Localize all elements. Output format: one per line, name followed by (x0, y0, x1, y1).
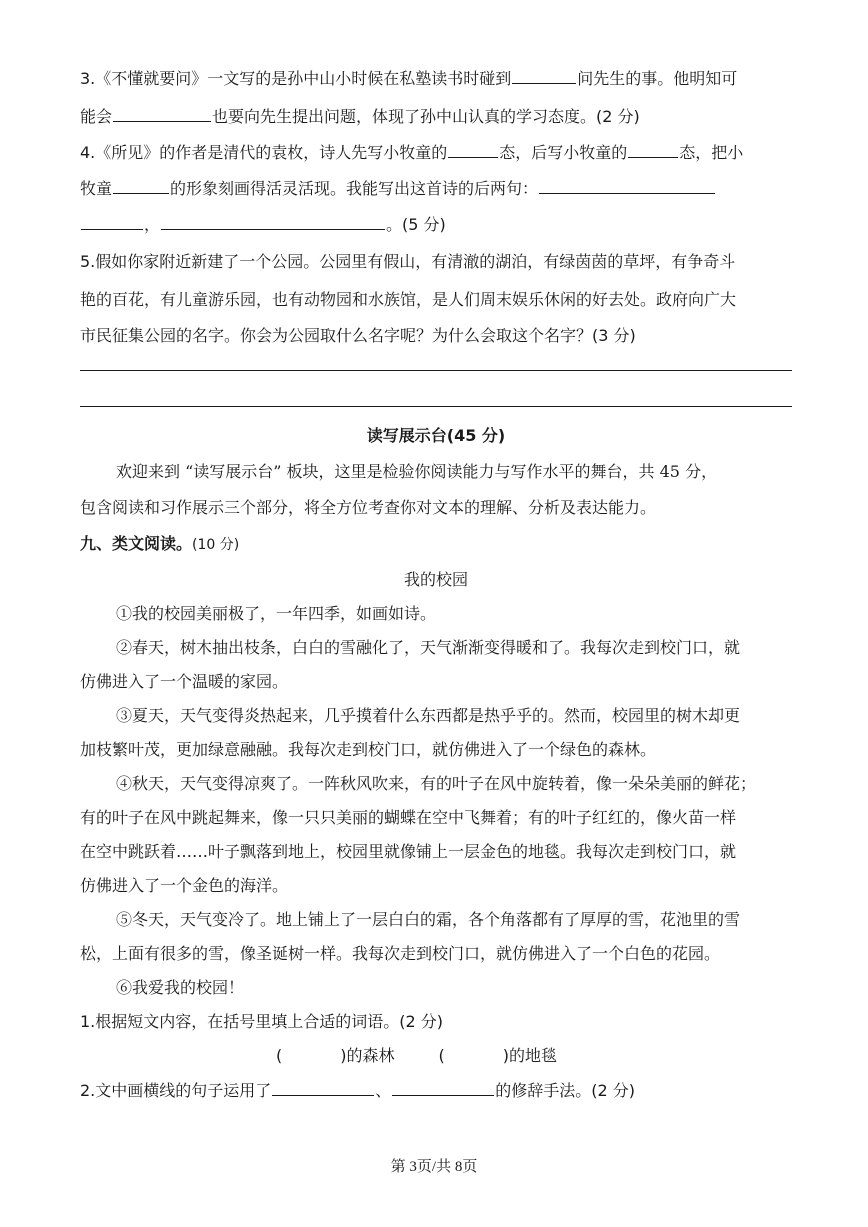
section-intro-line-1: 欢迎来到 “读写展示台” 板块，这里是检验你阅读能力与写作水平的舞台，共 45 分， (116, 462, 718, 481)
q3-text-d: 也要向先生提出问题，体现了孙中山认真的学习态度。(2 分) (212, 107, 640, 126)
q4-text-c: 态，把小 (679, 143, 744, 162)
part9-heading-line (80, 534, 792, 555)
q3-text-c: 能会 (80, 107, 113, 126)
q4-text-e: 的形象刻画得活灵活现。我能写出这首诗的后两句： (170, 179, 539, 198)
q4-blank-6[interactable] (161, 214, 385, 230)
sub1-text: 1.根据短文内容，在括号里填上合适的词语。(2 分) (80, 1012, 444, 1031)
q5-line-2: 艳的百花，有儿童游乐园，也有动物园和水族馆，是人们周末娱乐休闲的好去处。政府向广大 (80, 290, 737, 309)
passage-p5-l1: ⑤冬天，天气变冷了。地上铺上了一层白白的霜，各个角落都有了厚厚的雪，花池里的雪 (116, 910, 741, 929)
passage-p5-l2: 松，上面有很多的雪，像圣诞树一样。我每次走到校门口，就仿佛进入了一个白色的花园。 (80, 944, 721, 963)
q4-text-f: ， (144, 215, 161, 234)
passage-p3-l2: 加枝繁叶茂，更加绿意融融。我每次走到校门口，就仿佛进入了一个绿色的森林。 (80, 740, 657, 759)
q4-text-g: 。(5 分) (386, 215, 446, 234)
q4-text-d: 牧童 (80, 179, 113, 198)
section-intro-line-2: 包含阅读和习作展示三个部分，将全方位考查你对文本的理解、分析及表达能力。 (80, 498, 657, 517)
part9-heading: 九、类文阅读。 (80, 534, 193, 553)
sub2-blank-2[interactable] (392, 1080, 494, 1096)
passage-p4-l2: 有的叶子在风中跳起舞来，像一只只美丽的蝴蝶在空中飞舞着；有的叶子红红的，像火苗一样 (80, 808, 737, 827)
q4-line-2 (80, 178, 792, 199)
page-number: 第 3页/共 8页 (390, 1159, 478, 1175)
q3-text-b: 问先生的事。他明知可 (577, 69, 738, 88)
q5-line-3: 市民征集公园的名字。你会为公园取什么名字呢？为什么会取这个名字？(3 分) (80, 326, 636, 345)
part9-points: (10 分) (192, 537, 240, 553)
sub2-blank-1[interactable] (272, 1080, 374, 1096)
sub1-answer-row (80, 1046, 792, 1066)
q4-blank-2[interactable] (628, 142, 678, 158)
section-title: 读写展示台(45 分) (366, 426, 506, 445)
q3-line-1 (80, 68, 792, 89)
passage-p3-l1: ③夏天，天气变得炎热起来，几乎摸着什么东西都是热乎乎的。然而，校园里的树木却更 (116, 706, 741, 725)
q4-blank-4[interactable] (539, 178, 715, 194)
q3-blank-1[interactable] (512, 68, 576, 84)
q3-text-a: 3.《不懂就要问》一文写的是孙中山小时候在私塾读书时碰到 (80, 69, 512, 88)
sub1-b-close: )的地毯 (502, 1046, 557, 1065)
q4-line-1 (80, 142, 792, 163)
q4-text-a: 4.《所见》的作者是清代的袁枚，诗人先写小牧童的 (80, 143, 448, 162)
sub2-text-c: 的修辞手法。(2 分) (495, 1081, 636, 1100)
q4-blank-5[interactable] (81, 214, 143, 230)
q4-line-3 (80, 214, 792, 235)
q5-line-1: 5.假如你家附近新建了一个公园。公园里有假山，有清澈的湖泊，有绿茵茵的草坪，有争奇斗 (80, 252, 736, 271)
sub2-text-b: 、 (375, 1081, 392, 1100)
passage-title: 我的校园 (403, 570, 468, 589)
answer-line-1[interactable] (80, 370, 792, 371)
sub1-a-close: )的森林 (340, 1046, 395, 1065)
passage-p4-l4: 仿佛进入了一个金色的海洋。 (80, 876, 289, 895)
passage-p4-l1: ④秋天，天气变得凉爽了。一阵秋风吹来，有的叶子在风中旋转着，像一朵朵美丽的鲜花； (116, 774, 757, 793)
answer-line-2[interactable] (80, 406, 792, 407)
q4-text-b: 态，后写小牧童的 (499, 143, 628, 162)
passage-p6: ⑥我爱我的校园！ (116, 978, 245, 997)
sub1-b-open: ( (438, 1046, 445, 1065)
sub1-a-open: ( (276, 1046, 283, 1065)
passage-p1: ①我的校园美丽极了，一年四季，如画如诗。 (116, 604, 437, 623)
q3-blank-2[interactable] (113, 106, 211, 122)
q3-line-2 (80, 106, 792, 127)
passage-p2-l2: 仿佛进入了一个温暖的家园。 (80, 672, 289, 691)
q4-blank-1[interactable] (448, 142, 498, 158)
sub2-line (80, 1080, 792, 1101)
sub2-text-a: 2.文中画横线的句子运用了 (80, 1081, 272, 1100)
passage-p2-l1: ②春天，树木抽出枝条，白白的雪融化了，天气渐渐变得暖和了。我每次走到校门口，就 (116, 638, 741, 657)
passage-p4-l3: 在空中跳跃着……叶子飘落到地上，校园里就像铺上一层金色的地毯。我每次走到校门口，就 (80, 842, 737, 861)
q4-blank-3[interactable] (113, 178, 169, 194)
